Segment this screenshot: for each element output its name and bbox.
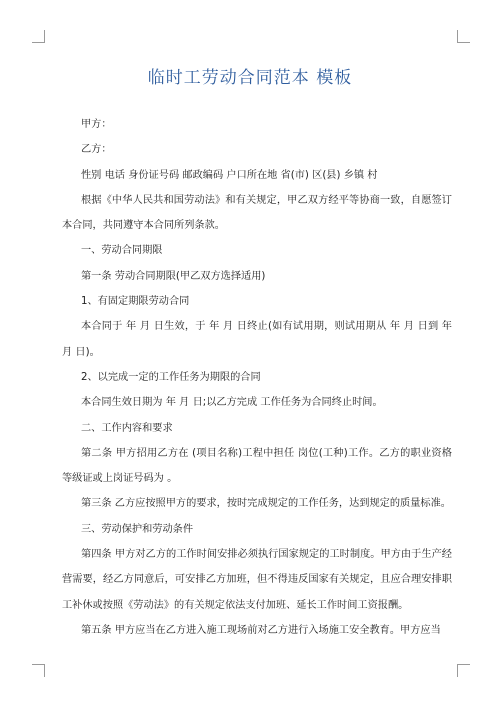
article-4: 第四条 甲方对乙方的工作时间安排必须执行国家规定的工时制度。甲方由于生产经营需要，经乙方同意后，可安排乙方加班，但不得违反国家有关规定，且应合理安排职工补休或按照《劳动法》的有关规定依法支付加班、延长工作时间工资报酬。 xyxy=(62,549,452,611)
paragraph-party-b: 乙方： xyxy=(81,144,112,156)
article-1: 第一条 劳动合同期限(甲乙双方选择适用) xyxy=(81,270,266,282)
page-corner-mark-bottom-left xyxy=(32,664,45,677)
page-corner-mark-bottom-right xyxy=(457,664,470,677)
page-corner-mark-top-right xyxy=(457,30,470,43)
article-3: 第三条 乙方应按照甲方的要求，按时完成规定的工作任务，达到规定的质量标准。 xyxy=(81,498,451,510)
article-2: 第二条 甲方招用乙方在 (项目名称)工程中担任 岗位(工种)工作。乙方的职业资格等级证或上岗证号码为 。 xyxy=(62,447,452,485)
section-heading-work: 二、工作内容和要求 xyxy=(81,422,173,434)
paragraph-personal-info: 性别 电话 身份证号码 邮政编码 户口所在地 省(市) 区(县) 乡镇 村 xyxy=(81,169,378,181)
document-title: 临时工劳动合同范本 模板 xyxy=(147,68,353,88)
document-body xyxy=(62,112,452,643)
paragraph-fixed-term-dates: 本合同于 年 月 日生效，于 年 月 日终止(如有试用期，则试用期从 年 月 日到 年 月 日)。 xyxy=(62,321,452,358)
article-5: 第五条 甲方应当在乙方进入施工现场前对乙方进行入场施工安全教育。甲方应当 xyxy=(81,624,441,636)
section-heading-protection: 三、劳动保护和劳动条件 xyxy=(81,523,194,535)
paragraph-preamble: 根据《中华人民共和国劳动法》和有关规定，甲乙双方经平等协商一致，自愿签订本合同，共同遵守本合同所列条款。 xyxy=(62,194,452,232)
paragraph-task-term-dates: 本合同生效日期为 年 月 日;以乙方完成 工作任务为合同终止时间。 xyxy=(81,397,383,409)
page-corner-mark-top-left xyxy=(32,30,45,43)
clause-task-term: 2、以完成一定的工作任务为期限的合同 xyxy=(81,371,261,383)
paragraph-party-a: 甲方： xyxy=(81,119,112,130)
section-heading-term: 一、劳动合同期限 xyxy=(81,245,163,257)
clause-fixed-term: 1、有固定期限劳动合同 xyxy=(81,296,190,308)
